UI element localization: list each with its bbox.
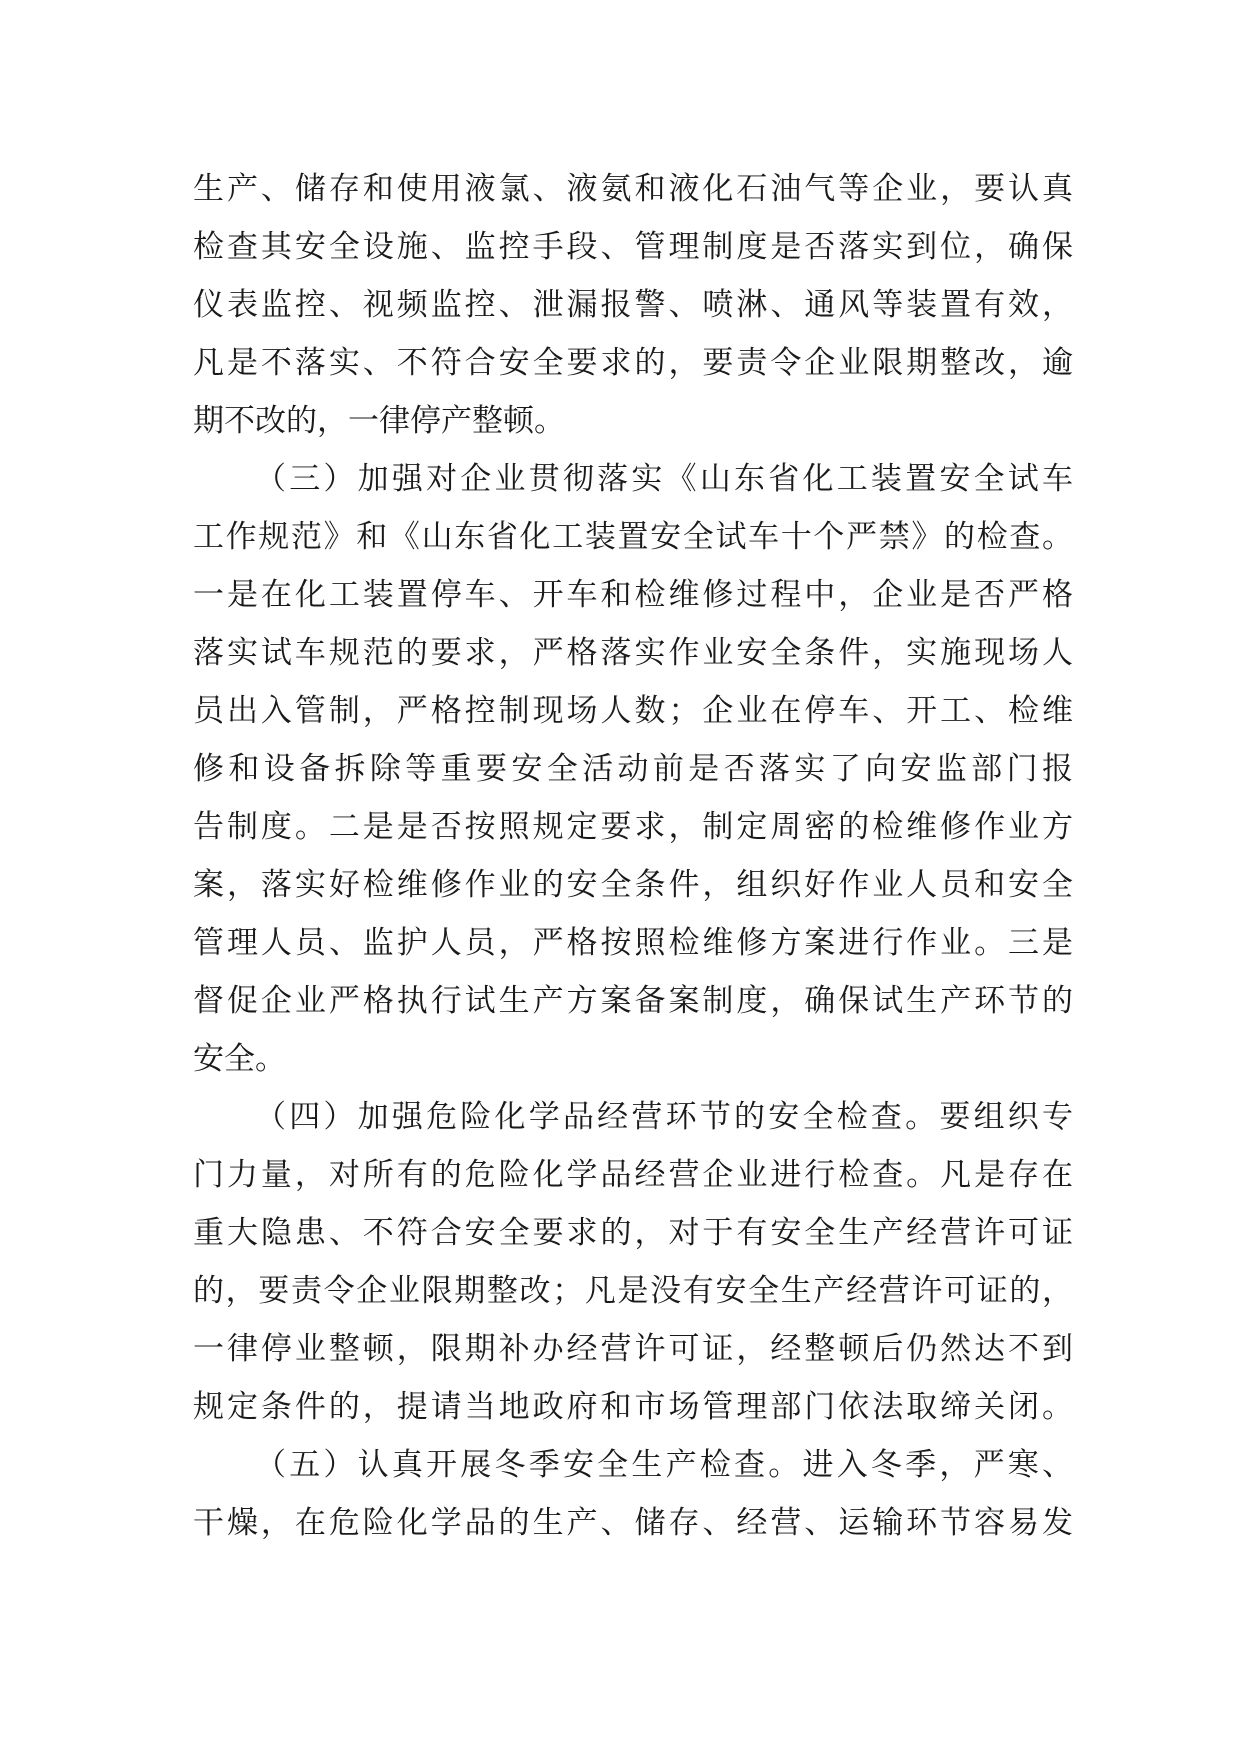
text-line: 重大隐患、不符合安全要求的，对于有安全生产经营许可证 xyxy=(193,1215,1073,1251)
text-line: 检查其安全设施、监控手段、管理制度是否落实到位，确保 xyxy=(193,229,1073,265)
text-line: 安全。 xyxy=(193,1041,286,1077)
text-line: 规定条件的，提请当地政府和市场管理部门依法取缔关闭。 xyxy=(193,1389,1073,1425)
text-line: 修和设备拆除等重要安全活动前是否落实了向安监部门报 xyxy=(193,751,1073,787)
text-line: 的，要责令企业限期整改；凡是没有安全生产经营许可证的， xyxy=(193,1273,1073,1309)
text-line: 告制度。二是是否按照规定要求，制定周密的检维修作业方 xyxy=(193,809,1073,845)
text-line: 一律停业整顿，限期补办经营许可证，经整顿后仍然达不到 xyxy=(193,1331,1073,1367)
text-line: 门力量，对所有的危险化学品经营企业进行检查。凡是存在 xyxy=(193,1157,1073,1193)
text-line: 生产、储存和使用液氯、液氨和液化石油气等企业，要认真 xyxy=(193,171,1073,207)
text-line: 案，落实好检维修作业的安全条件，组织好作业人员和安全 xyxy=(193,867,1073,903)
text-line: 员出入管制，严格控制现场人数；企业在停车、开工、检维 xyxy=(193,693,1073,729)
text-line: 督促企业严格执行试生产方案备案制度，确保试生产环节的 xyxy=(193,983,1073,1019)
section-heading-5: （五）认真开展冬季安全生产检查。进入冬季，严寒、 xyxy=(255,1447,1073,1483)
text-line: 一是在化工装置停车、开车和检维修过程中，企业是否严格 xyxy=(193,577,1073,613)
text-line: 管理人员、监护人员，严格按照检维修方案进行作业。三是 xyxy=(193,925,1073,961)
text-line: 干燥，在危险化学品的生产、储存、经营、运输环节容易发 xyxy=(193,1505,1073,1541)
text-line: 期不改的，一律停产整顿。 xyxy=(193,403,565,439)
section-heading-3: （三）加强对企业贯彻落实《山东省化工装置安全试车 xyxy=(255,461,1073,497)
text-line: 落实试车规范的要求，严格落实作业安全条件，实施现场人 xyxy=(193,635,1073,671)
text-line: 仪表监控、视频监控、泄漏报警、喷淋、通风等装置有效， xyxy=(193,287,1073,323)
body-text xyxy=(193,160,1073,1552)
text-line: 工作规范》和《山东省化工装置安全试车十个严禁》的检查。 xyxy=(193,519,1073,555)
section-heading-4: （四）加强危险化学品经营环节的安全检查。要组织专 xyxy=(255,1099,1073,1135)
text-line: 凡是不落实、不符合安全要求的，要责令企业限期整改，逾 xyxy=(193,345,1073,381)
